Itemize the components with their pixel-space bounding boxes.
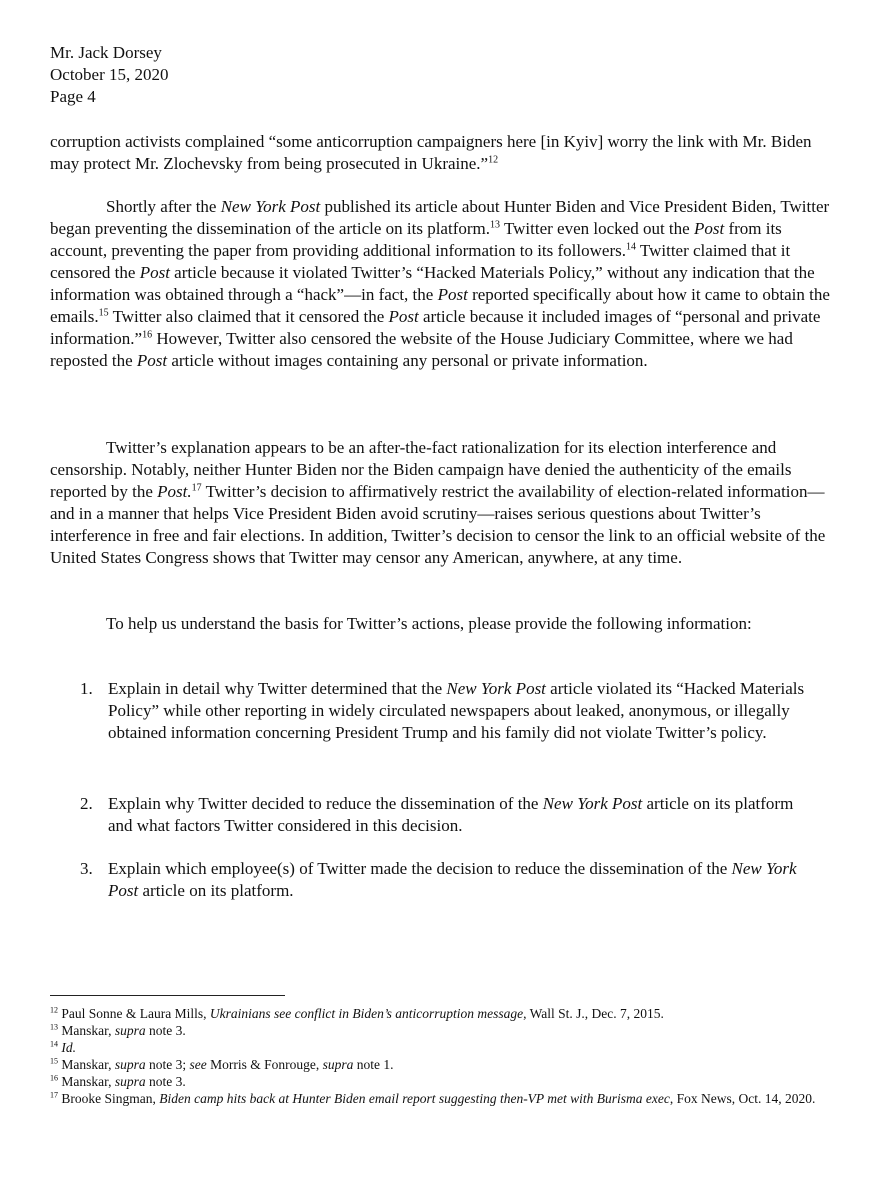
text-run: Twitter’s decision to affirmatively restrict the availability of election-related information—and in a manner that helps Vice President Biden avoid scrutiny—raises serious questions about Twitter’s interference in free and fair elections. In addition, Twitter’s decision to censor the link to an official website of the United States Congress shows that Twitter may censor any American, anywhere, at any time.: [50, 482, 826, 567]
publication-name: Post: [139, 263, 170, 282]
paragraph-3: [50, 437, 830, 569]
publication-name: Post: [437, 285, 468, 304]
footnote-number: 14: [50, 1039, 58, 1049]
list-number: 2.: [80, 794, 93, 813]
footnote-number: 15: [50, 1056, 58, 1066]
text-run: Explain in detail why Twitter determined that the: [108, 679, 447, 698]
text-run: published its article about Hunter Biden and Vice President Biden, Twitter began preventing the dissemination of the article on its platform.: [50, 197, 830, 238]
text-run: , Wall St. J., Dec. 7, 2015.: [523, 1006, 664, 1021]
citation-signal: supra: [114, 1023, 146, 1038]
text-run: However, Twitter also censored the website of the House Judiciary Committee, where we had reposted the: [50, 329, 793, 370]
footnote-number: 12: [50, 1005, 58, 1015]
text-run: note 3;: [145, 1057, 190, 1072]
text-run: , Fox News, Oct. 14, 2020.: [669, 1091, 816, 1106]
text-run: Twitter also claimed that it censored the: [108, 307, 389, 326]
letter-date: October 15, 2020: [50, 65, 169, 84]
text-run: Twitter claimed that it censored the: [50, 241, 791, 282]
text-run: note 1.: [353, 1057, 394, 1072]
footnote-number: 16: [50, 1073, 58, 1083]
text-run: Paul Sonne & Laura Mills,: [58, 1006, 210, 1021]
footnote-ref: 12: [488, 154, 499, 166]
publication-name: Post.: [157, 482, 192, 501]
footnote-divider: [50, 995, 285, 996]
publication-name: New York Post: [108, 859, 797, 900]
paragraph-1: [50, 131, 830, 175]
recipient-name: Mr. Jack Dorsey: [50, 43, 162, 62]
footnote-17: [50, 1090, 840, 1107]
list-number: 3.: [80, 859, 93, 878]
text-run: article on its platform and what factors Twitter considered in this decision.: [108, 794, 794, 835]
text-run: article on its platform.: [138, 881, 294, 900]
paragraph-text: corruption activists complained “some anticorruption campaigners here [in Kyiv] worry the link with Mr. Biden may protect Mr. Zlochevsky from being prosecuted in Ukraine.”: [50, 132, 812, 173]
footnote-ref: 15: [98, 307, 109, 319]
publication-name: Post: [388, 307, 419, 326]
publication-name: Post: [693, 219, 725, 238]
text-run: Manskar,: [58, 1074, 115, 1089]
article-title: Biden camp hits back at Hunter Biden email report suggesting then-VP met with Burisma exec: [159, 1091, 670, 1106]
text-run: from its account, preventing the paper from providing additional information to its followers.: [50, 219, 782, 260]
text-run: note 3.: [145, 1074, 186, 1089]
footnote-14: [50, 1039, 840, 1056]
text-run: Shortly after the: [106, 197, 221, 216]
paragraph-2: [50, 196, 830, 372]
footnote-15: [50, 1056, 840, 1073]
text-run: article violated its “Hacked Materials Policy” while other reporting in widely circulated newspapers about leaked, anonymous, or illegally obtained information concerning President Trump and his family did not violate Twitter’s policy.: [108, 679, 805, 742]
footnote-ref: 17: [191, 482, 202, 494]
text-run: Twitter even locked out the: [500, 219, 694, 238]
footnote-16: [50, 1073, 840, 1090]
publication-name: Post: [136, 351, 168, 370]
list-item-text: [108, 858, 818, 902]
citation-signal: see: [189, 1057, 207, 1072]
footnote-number: 17: [50, 1090, 58, 1100]
text-run: article because it included images of “personal and private information.”: [50, 307, 821, 348]
letter-header: [50, 42, 169, 108]
footnote-12: [50, 1005, 840, 1022]
footnote-ref: 13: [490, 219, 500, 231]
text-run: Twitter’s explanation appears to be an after-the-fact rationalization for its election interference and censorship. Notably, neither Hunter Biden nor the Biden campaign have denied the authenticity of the emails reported by the: [50, 438, 792, 501]
footnote-13: [50, 1022, 840, 1039]
footnote-ref: 14: [625, 241, 636, 253]
text-run: Brooke Singman,: [58, 1091, 160, 1106]
publication-name: New York Post: [542, 794, 643, 813]
citation-signal: supra: [114, 1057, 146, 1072]
text-run: article without images containing any personal or private information.: [167, 351, 648, 370]
paragraph-text: To help us understand the basis for Twitter’s actions, please provide the following information:: [106, 614, 752, 633]
text-run: Manskar,: [58, 1023, 115, 1038]
citation-signal: Id.: [61, 1040, 76, 1055]
footnote-number: 13: [50, 1022, 58, 1032]
text-run: Explain why Twitter decided to reduce the dissemination of the: [108, 794, 543, 813]
list-item-text: [108, 678, 818, 744]
publication-name: New York Post: [446, 679, 546, 698]
text-run: reported specifically about how it came to obtain the emails.: [50, 285, 830, 326]
publication-name: New York Post: [220, 197, 321, 216]
text-run: Morris & Fonrouge,: [206, 1057, 323, 1072]
footnote-ref: 16: [142, 329, 153, 341]
citation-signal: supra: [114, 1074, 146, 1089]
text-run: Explain which employee(s) of Twitter made the decision to reduce the dissemination of the: [108, 859, 732, 878]
text-run: Manskar,: [58, 1057, 115, 1072]
list-number: 1.: [80, 679, 93, 698]
text-run: article because it violated Twitter’s “Hacked Materials Policy,” without any indication that the information was obtained through a “hack”—in fact, the: [50, 263, 815, 304]
article-title: Ukrainians see conflict in Biden’s anticorruption message: [209, 1006, 524, 1021]
paragraph-4: [50, 613, 830, 635]
text-run: note 3.: [145, 1023, 186, 1038]
page-number: Page 4: [50, 87, 96, 106]
list-item-text: [108, 793, 818, 837]
citation-signal: supra: [322, 1057, 354, 1072]
